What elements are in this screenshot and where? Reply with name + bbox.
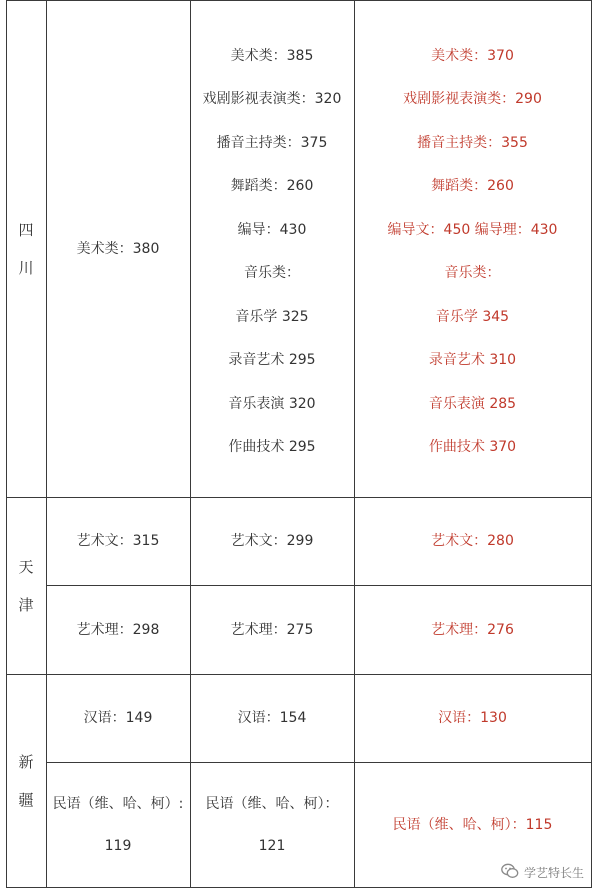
score-line: 戏剧影视表演类：320 — [202, 91, 342, 108]
province-char: 川 — [18, 258, 34, 277]
score-line: 音乐类： — [244, 265, 300, 282]
score-text-red: 民语（维、哈、柯）：115 — [392, 816, 553, 833]
province-cell-tianjin — [6, 497, 46, 674]
score-line: 播音主持类：375 — [216, 134, 328, 151]
score-line-red: 录音艺术 310 — [428, 352, 517, 369]
table-border-bottom — [6, 887, 592, 888]
province-char: 疆 — [18, 790, 34, 809]
wechat-icon — [501, 863, 519, 882]
xinjiang-row2-col3 — [190, 762, 354, 887]
province-char: 新 — [18, 752, 34, 771]
xinjiang-row1-col2 — [46, 674, 190, 762]
tianjin-row2-col4 — [354, 585, 591, 674]
sichuan-col3-cell — [190, 34, 354, 469]
sichuan-col2-cell — [46, 0, 190, 497]
score-text-red: 艺术理：276 — [431, 621, 514, 638]
tianjin-row2-col2 — [46, 585, 190, 674]
score-text: 汉语：154 — [237, 710, 307, 726]
province-char: 津 — [18, 595, 34, 614]
score-line: 美术类：385 — [230, 47, 314, 64]
score-text: 艺术文：299 — [230, 533, 314, 549]
admission-score-table — [6, 0, 592, 888]
province-char: 四 — [18, 220, 34, 239]
score-text-red: 艺术文：280 — [431, 533, 514, 549]
score-line-red: 音乐类： — [444, 265, 501, 282]
score-line-red: 作曲技术 370 — [428, 439, 517, 456]
score-line-red: 播音主持类：355 — [417, 134, 528, 151]
score-text-red: 汉语：130 — [438, 710, 507, 726]
score-line: 音乐学 325 — [235, 308, 309, 325]
province-cell-xinjiang — [6, 674, 46, 887]
score-text: 艺术理：275 — [230, 621, 314, 638]
watermark — [501, 863, 584, 882]
score-line: 音乐表演 320 — [228, 395, 316, 412]
province-cell-sichuan — [6, 0, 46, 497]
score-line-red: 音乐学 345 — [435, 308, 510, 325]
province-char: 天 — [18, 557, 34, 576]
score-text: 艺术理：298 — [76, 621, 160, 638]
score-line: 作曲技术 295 — [228, 439, 316, 456]
sichuan-col4-cell — [354, 34, 591, 469]
table-border-right — [591, 0, 592, 888]
score-line-red: 编导文：450 编导理：430 — [387, 221, 558, 238]
score-line-red: 舞蹈类：260 — [431, 178, 514, 195]
score-line: 舞蹈类：260 — [230, 178, 314, 195]
score-line-red: 戏剧影视表演类：290 — [403, 91, 542, 108]
score-text: 民语（维、哈、柯）： — [205, 795, 339, 812]
score-line-red: 音乐表演 285 — [428, 395, 517, 412]
tianjin-row1-col4 — [354, 497, 591, 585]
score-text: 美术类：380 — [76, 240, 160, 257]
score-text: 民语（维、哈、柯）: — [52, 795, 184, 812]
score-text: 汉语：149 — [83, 710, 153, 726]
score-text: 121 — [258, 837, 286, 854]
score-line: 录音艺术 295 — [228, 352, 316, 369]
score-text: 艺术文：315 — [76, 533, 160, 549]
watermark-text: 学艺特长生 — [523, 866, 584, 880]
score-line-red: 美术类：370 — [431, 47, 514, 64]
xinjiang-row2-col2 — [46, 762, 190, 887]
tianjin-row2-col3 — [190, 585, 354, 674]
score-line: 编导：430 — [237, 221, 307, 238]
score-text: 119 — [104, 837, 132, 854]
xinjiang-row1-col4 — [354, 674, 591, 762]
tianjin-row1-col3 — [190, 497, 354, 585]
xinjiang-row1-col3 — [190, 674, 354, 762]
tianjin-row1-col2 — [46, 497, 190, 585]
